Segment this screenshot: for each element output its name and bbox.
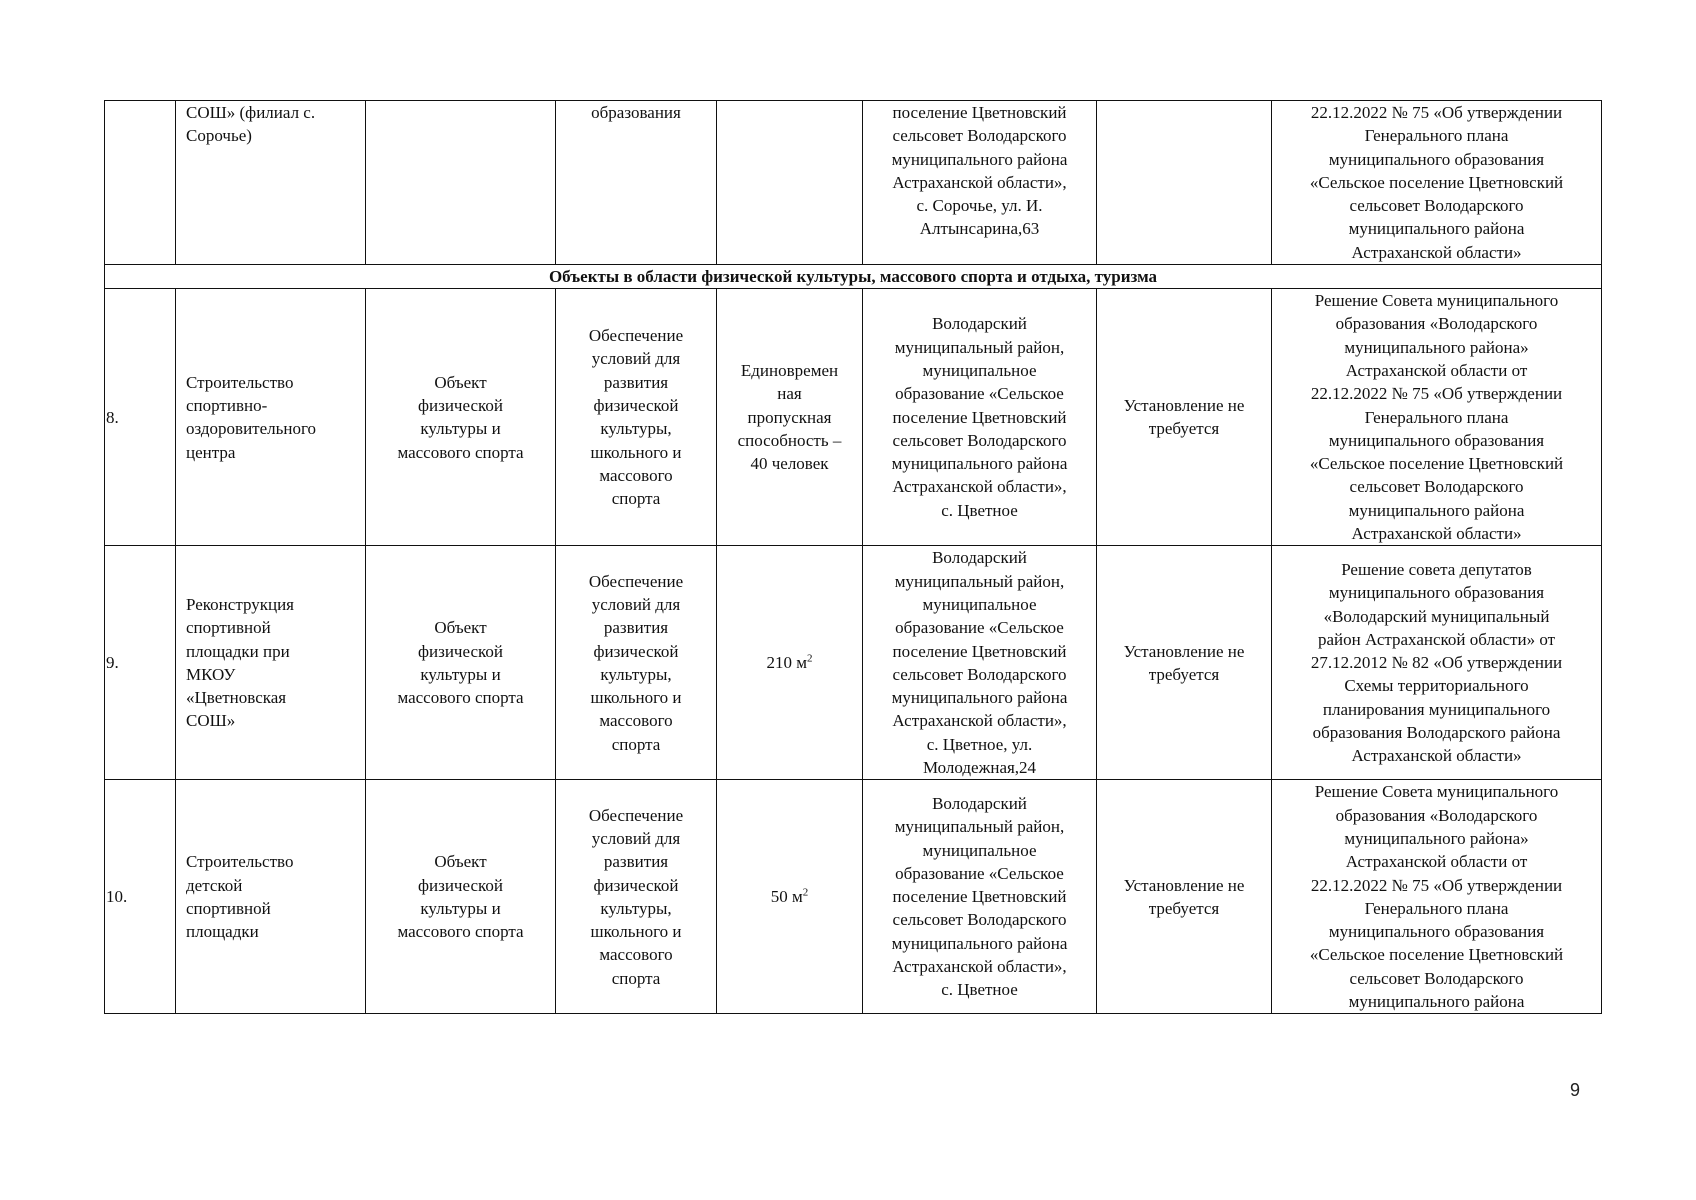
cell-text-line: поселение Цветновский — [892, 407, 1067, 427]
cell-text-line: массового спорта — [397, 688, 524, 708]
cell-text-line: муниципального района» — [1344, 337, 1529, 357]
cell-text-line: требуется — [1148, 664, 1220, 684]
cell-text-line: Установление не — [1123, 395, 1245, 415]
cell-type — [366, 546, 556, 780]
cell-text-line: спортивной — [186, 618, 271, 638]
cell-text-line: планирования муниципального — [1322, 699, 1551, 719]
cell-text-line: муниципальный район, — [894, 571, 1065, 591]
cell-zone — [1097, 101, 1272, 265]
cell-text-line: развития — [603, 852, 669, 872]
cell-text-line: массового — [599, 465, 673, 485]
cell-text-line: массового — [599, 711, 673, 731]
facilities-table — [104, 100, 1602, 1014]
cell-purpose — [556, 101, 717, 265]
cell-text-line: школьного и — [590, 688, 682, 708]
cell-text-line: образования «Володарского — [1335, 805, 1538, 825]
cell-text-line: 210 $м^2$ — [766, 652, 813, 673]
cell-text-line: условий для — [591, 594, 681, 614]
cell-location — [863, 780, 1097, 1014]
cell-text-line: муниципального района — [891, 454, 1068, 474]
cell-text-line: физической — [418, 641, 503, 661]
cell-text-line: Володарский — [932, 314, 1027, 334]
cell-text-line: муниципальное — [922, 594, 1037, 614]
cell-purpose — [556, 289, 717, 546]
cell-text-line: школьного и — [590, 922, 682, 942]
cell-text-line: Астраханской области от — [1345, 852, 1528, 872]
cell-text-line: «Сельское поселение Цветновский — [1309, 945, 1564, 965]
cell-number: 10. — [105, 780, 176, 1014]
cell-text-line: Установление не — [1123, 875, 1245, 895]
cell-text-line: Молодежная,24 — [922, 758, 1037, 778]
cell-text-line: муниципальное — [922, 840, 1037, 860]
cell-text-line: Генерального плана — [1364, 898, 1509, 918]
cell-text-line: детской — [186, 875, 243, 895]
cell-text-line: Володарский — [932, 793, 1027, 813]
cell-text-line: «Сельское поселение Цветновский — [1309, 454, 1564, 474]
page-number: 9 — [1570, 1080, 1581, 1100]
cell-text-line: муниципального района — [891, 933, 1068, 953]
cell-text-line: культуры, — [600, 664, 672, 684]
cell-text-line: центра — [186, 442, 236, 462]
cell-text-line: Объект — [434, 852, 487, 872]
cell-text-line: Установление не — [1123, 641, 1245, 661]
cell-text-line: 40 человек — [750, 454, 829, 474]
cell-text-line: условий для — [591, 349, 681, 369]
cell-text-line: муниципального образования — [1328, 430, 1545, 450]
cell-text-line: поселение Цветновский — [892, 103, 1067, 122]
cell-text-line: физической — [593, 641, 679, 661]
cell-text-line: муниципального района — [1348, 219, 1525, 239]
section-header-row — [105, 265, 1602, 289]
table-row — [105, 289, 1602, 546]
table-row — [105, 546, 1602, 780]
cell-text-line: Решение Совета муниципального — [1314, 291, 1559, 311]
cell-text-line: спортивно- — [186, 395, 268, 415]
cell-text-line: Астраханской области», — [892, 477, 1067, 497]
cell-text-line: Обеспечение — [588, 326, 684, 346]
cell-text-line: ная — [777, 384, 802, 404]
unit-superscript: 2 — [807, 652, 813, 665]
cell-location — [863, 289, 1097, 546]
cell-text-line: Обеспечение — [588, 571, 684, 591]
cell-text-line: МКОУ — [186, 664, 236, 684]
cell-text-line: образования Володарского района — [1312, 723, 1561, 743]
cell-text-line: Астраханской области» — [1351, 242, 1522, 262]
cell-document — [1272, 289, 1602, 546]
cell-text-line: муниципального района — [1348, 500, 1525, 520]
cell-name — [176, 101, 366, 265]
cell-location — [863, 546, 1097, 780]
cell-text-line: 22.12.2022 № 75 «Об утверждении — [1310, 103, 1563, 122]
cell-capacity — [717, 101, 863, 265]
cell-text-line: муниципального образования — [1328, 583, 1545, 603]
cell-text-line: «Сельское поселение Цветновский — [1309, 172, 1564, 192]
cell-text-line: культуры и — [420, 898, 501, 918]
cell-text-line: развития — [603, 372, 669, 392]
cell-capacity — [717, 780, 863, 1014]
cell-text-line: Генерального плана — [1364, 407, 1509, 427]
cell-text-line: сельсовет Володарского — [892, 910, 1067, 930]
cell-name — [176, 289, 366, 546]
cell-text-line: требуется — [1148, 898, 1220, 918]
cell-text-line: 27.12.2012 № 82 «Об утверждении — [1310, 653, 1563, 673]
cell-text-line: 22.12.2022 № 75 «Об утверждении — [1310, 384, 1563, 404]
cell-text-line: муниципального образования — [1328, 922, 1545, 942]
cell-type — [366, 289, 556, 546]
cell-text-line: Решение совета депутатов — [1341, 560, 1532, 579]
cell-text-line: спорта — [611, 489, 661, 509]
cell-capacity — [717, 546, 863, 780]
cell-text-line: Строительство — [186, 372, 294, 392]
cell-text-line: спорта — [611, 968, 661, 988]
cell-text-line: развития — [603, 618, 669, 638]
cell-zone — [1097, 546, 1272, 780]
cell-text-line: «Володарский муниципальный — [1323, 606, 1550, 626]
cell-text-line: Объект — [434, 618, 487, 638]
cell-number: 8. — [105, 289, 176, 546]
cell-text-line: Генерального плана — [1364, 126, 1509, 146]
cell-text-line: культуры и — [420, 664, 501, 684]
cell-text-line: Астраханской области» — [1351, 524, 1522, 544]
cell-text-line: массового — [599, 945, 673, 965]
cell-text-line: массового спорта — [397, 922, 524, 942]
cell-text-line: муниципального района — [891, 149, 1068, 169]
cell-text-line: Схемы территориального — [1344, 676, 1529, 696]
cell-text-line: физической — [593, 875, 679, 895]
cell-text-line: Астраханской области от — [1345, 360, 1528, 380]
cell-text-line: Решение Совета муниципального — [1314, 782, 1559, 802]
cell-number: 9. — [105, 546, 176, 780]
cell-text-line: массового спорта — [397, 442, 524, 462]
cell-text-line: поселение Цветновский — [892, 641, 1067, 661]
cell-text-line: поселение Цветновский — [892, 887, 1067, 907]
cell-text-line: оздоровительного — [186, 419, 317, 439]
cell-text-line: пропускная — [747, 407, 832, 427]
cell-text-line: Реконструкция — [186, 594, 295, 614]
cell-text-line: площадки — [186, 922, 259, 942]
cell-type — [366, 780, 556, 1014]
cell-text-line: муниципального района — [1348, 992, 1525, 1012]
section-title: Объекты в области физической культуры, массового спорта и отдыха, туризма — [105, 265, 1602, 289]
cell-text-line: с. Сорочье, ул. И. — [916, 196, 1043, 216]
cell-text-line: с. Цветное — [941, 500, 1018, 520]
cell-text-line: муниципального района — [891, 688, 1068, 708]
cell-text-line: Единовремен — [740, 360, 839, 380]
cell-text-line: образования — [591, 103, 681, 122]
cell-text-line: Строительство — [186, 852, 294, 872]
cell-text-line: муниципальный район, — [894, 337, 1065, 357]
cell-text-line: Обеспечение — [588, 805, 684, 825]
cell-text-line: Сорочье) — [186, 126, 252, 146]
cell-text-line: с. Цветное, ул. — [926, 734, 1033, 754]
cell-type — [366, 101, 556, 265]
cell-text-line: физической — [593, 395, 679, 415]
cell-text-line: Астраханской области», — [892, 172, 1067, 192]
cell-text-line: сельсовет Володарского — [892, 664, 1067, 684]
cell-text-line: условий для — [591, 828, 681, 848]
cell-text-line: способность – — [737, 430, 842, 450]
cell-text-line: сельсовет Володарского — [1349, 968, 1524, 988]
cell-text-line: 50 $м^2$ — [770, 886, 809, 907]
cell-text-line: СОШ» — [186, 711, 236, 731]
cell-text-line: культуры и — [420, 419, 501, 439]
cell-text-line: культуры, — [600, 419, 672, 439]
cell-text-line: муниципального образования — [1328, 149, 1545, 169]
cell-text-line: муниципальный район, — [894, 817, 1065, 837]
cell-text-line: муниципального района» — [1344, 828, 1529, 848]
cell-text-line: с. Цветное — [941, 980, 1018, 1000]
cell-text-line: сельсовет Володарского — [892, 430, 1067, 450]
cell-text-line: спорта — [611, 734, 661, 754]
cell-document — [1272, 780, 1602, 1014]
cell-text-line: требуется — [1148, 419, 1220, 439]
cell-text-line: образование «Сельское — [895, 863, 1064, 883]
cell-text-line: муниципальное — [922, 360, 1037, 380]
cell-text-line: культуры, — [600, 898, 672, 918]
cell-text-line: образования «Володарского — [1335, 314, 1538, 334]
cell-text-line: Астраханской области», — [892, 957, 1067, 977]
cell-text-line: физической — [418, 395, 503, 415]
cell-text-line: образование «Сельское — [895, 384, 1064, 404]
cell-document — [1272, 546, 1602, 780]
cell-text-line: сельсовет Володарского — [1349, 196, 1524, 216]
cell-capacity — [717, 289, 863, 546]
cell-text-line: район Астраханской области» от — [1317, 629, 1556, 649]
cell-document — [1272, 101, 1602, 265]
cell-text-line: сельсовет Володарского — [1349, 477, 1524, 497]
cell-name — [176, 780, 366, 1014]
cell-purpose — [556, 546, 717, 780]
cell-text-line: СОШ» (филиал с. — [186, 103, 316, 122]
cell-name — [176, 546, 366, 780]
cell-text-line: образование «Сельское — [895, 618, 1064, 638]
table-row — [105, 780, 1602, 1014]
continuation-row — [105, 101, 1602, 265]
cell-text-line: школьного и — [590, 442, 682, 462]
cell-text-line: Астраханской области», — [892, 711, 1067, 731]
cell-text-line: Объект — [434, 372, 487, 392]
cell-text-line: Володарский — [932, 548, 1027, 568]
cell-purpose — [556, 780, 717, 1014]
cell-text-line: площадки при — [186, 641, 290, 661]
cell-text-line: физической — [418, 875, 503, 895]
cell-text-line: спортивной — [186, 898, 271, 918]
cell-zone — [1097, 289, 1272, 546]
cell-text-line: Астраханской области» — [1351, 746, 1522, 766]
cell-location — [863, 101, 1097, 265]
cell-text-line: Алтынсарина,63 — [919, 219, 1040, 239]
cell-text-line: 22.12.2022 № 75 «Об утверждении — [1310, 875, 1563, 895]
cell-number — [105, 101, 176, 265]
unit-superscript: 2 — [802, 886, 809, 899]
cell-text-line: сельсовет Володарского — [892, 126, 1067, 146]
cell-text-line: «Цветновская — [186, 688, 287, 708]
cell-zone — [1097, 780, 1272, 1014]
